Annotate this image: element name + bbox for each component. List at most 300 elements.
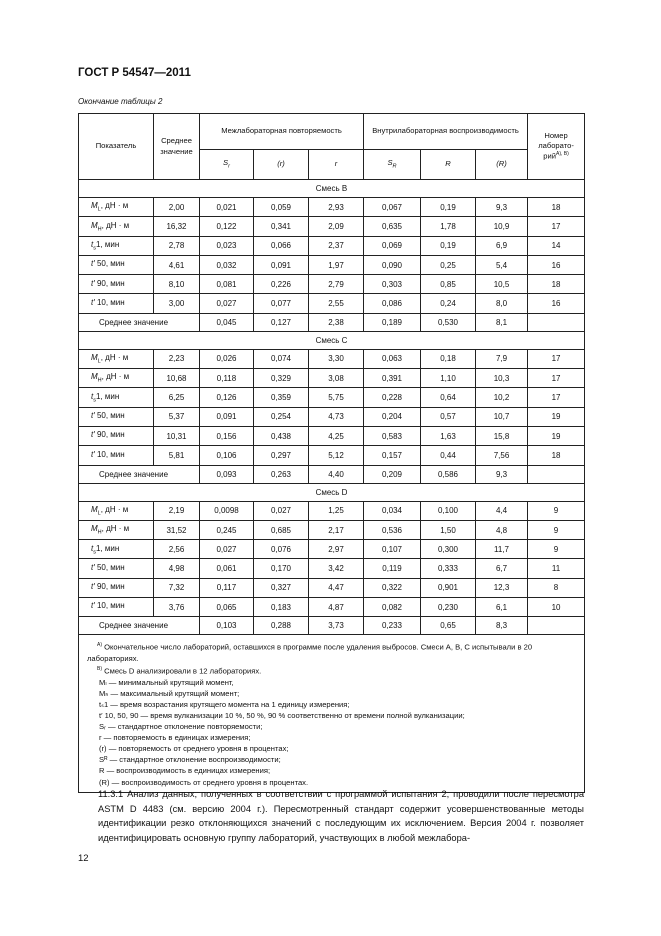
- table-cell: 6,1: [476, 598, 528, 617]
- table-row: [79, 369, 585, 388]
- indicator-unit: , дН · м: [100, 201, 129, 211]
- col-sR-symbol: S: [387, 158, 393, 168]
- table-cell: 6,7: [476, 559, 528, 578]
- table-cell: 3,08: [309, 369, 364, 388]
- table-cell: 0,066: [254, 236, 309, 255]
- row-indicator: [79, 578, 154, 597]
- table-cell: 3,30: [309, 349, 364, 368]
- table-cell: 2,19: [154, 501, 200, 520]
- table-cell: 4,4: [476, 501, 528, 520]
- note-text: (r) — повторяемость от среднего уровня в процентах;: [99, 744, 289, 754]
- table-cell: 2,17: [309, 520, 364, 539]
- table-cell: 17: [528, 217, 585, 236]
- table-cell: 0,067: [364, 198, 421, 217]
- indicator-unit: 10, мин: [94, 601, 125, 611]
- indicator-symbol: M: [91, 372, 98, 382]
- table-cell: 10: [528, 598, 585, 617]
- table-cell: 0,204: [364, 407, 421, 426]
- average-cell: 4,40: [309, 465, 364, 483]
- note-line: [87, 688, 576, 699]
- table-cell: 0,341: [254, 217, 309, 236]
- col-sr-subscript: r: [228, 163, 230, 170]
- table-cell: 3,00: [154, 294, 200, 313]
- col-r: r: [309, 150, 364, 180]
- table-row: [79, 407, 585, 426]
- table-cell: 0,032: [200, 255, 254, 274]
- table-cell: 0,077: [254, 294, 309, 313]
- average-cell: 0,093: [200, 465, 254, 483]
- table-cell: 0,901: [421, 578, 476, 597]
- table-cell: 11,7: [476, 540, 528, 559]
- indicator-symbol: t′: [91, 278, 95, 288]
- table-cell: 8,0: [476, 294, 528, 313]
- indicator-unit: , дН · м: [101, 372, 130, 382]
- table-cell: 17: [528, 369, 585, 388]
- table-row: [79, 198, 585, 217]
- col-sR: [364, 150, 421, 180]
- average-cell: 0,045: [200, 313, 254, 331]
- row-indicator: [79, 501, 154, 520]
- note-line: [87, 743, 576, 754]
- indicator-unit: 90, мин: [94, 430, 125, 440]
- table-cell: 4,73: [309, 407, 364, 426]
- indicator-unit: 90, мин: [94, 582, 125, 592]
- note-line: [87, 765, 576, 776]
- average-cell: 8,3: [476, 617, 528, 635]
- indicator-unit: 50, мин: [94, 411, 125, 421]
- indicator-subscript: H: [97, 529, 102, 536]
- table-cell: 0,333: [421, 559, 476, 578]
- table-cell: 0,228: [364, 388, 421, 407]
- table-row: [79, 540, 585, 559]
- group-header-row: [79, 331, 585, 349]
- note-text: Sᵣ — стандартное отклонение повторяемости;: [99, 722, 263, 732]
- group-name: Смесь В: [79, 180, 585, 198]
- table-row: [79, 426, 585, 445]
- table-row: [79, 501, 585, 520]
- indicator-unit: , дН · м: [100, 504, 129, 514]
- col-mean: Среднее значение: [154, 114, 200, 180]
- indicator-unit: 10, мин: [94, 449, 125, 459]
- indicator-unit: , дН · м: [100, 353, 129, 363]
- indicator-symbol: M: [91, 524, 98, 534]
- indicator-unit: , дН · м: [101, 524, 130, 534]
- table-notes: [79, 635, 585, 792]
- row-indicator: [79, 369, 154, 388]
- table-cell: 19: [528, 407, 585, 426]
- table-cell: 0,635: [364, 217, 421, 236]
- note-line: [87, 777, 576, 788]
- table-cell: 0,074: [254, 349, 309, 368]
- table-cell: 0,027: [200, 294, 254, 313]
- average-row: [79, 313, 585, 331]
- table-cell: 18: [528, 198, 585, 217]
- note-line: [87, 710, 576, 721]
- table-cell: 0,090: [364, 255, 421, 274]
- table-cell: 0,85: [421, 275, 476, 294]
- table-row: [79, 520, 585, 539]
- table-cell: 0,297: [254, 446, 309, 465]
- indicator-symbol: t′: [91, 297, 95, 307]
- note-text: Sᴿ — стандартное отклонение воспроизводимости;: [99, 755, 281, 765]
- table-cell: 17: [528, 349, 585, 368]
- table-cell: 0,065: [200, 598, 254, 617]
- note-text: Смесь D анализировали в 12 лабораториях.: [102, 666, 262, 676]
- table-cell: 0,583: [364, 426, 421, 445]
- note-line: [87, 732, 576, 743]
- table-row: [79, 598, 585, 617]
- indicator-unit: 10, мин: [94, 297, 125, 307]
- table-caption: Окончание таблицы 2: [78, 97, 163, 106]
- table-cell: 2,56: [154, 540, 200, 559]
- table-cell: 0,122: [200, 217, 254, 236]
- table-cell: 0,027: [254, 501, 309, 520]
- table-cell: 0,226: [254, 275, 309, 294]
- col-reproducibility-group: Внутрилабораторная воспроизводимость: [364, 114, 528, 150]
- indicator-symbol: t′: [91, 601, 95, 611]
- row-indicator: [79, 294, 154, 313]
- page-number: 12: [78, 853, 89, 864]
- table-cell: 9: [528, 540, 585, 559]
- table-cell: 0,034: [364, 501, 421, 520]
- row-indicator: [79, 598, 154, 617]
- results-table: [78, 113, 585, 793]
- table-cell: 0,126: [200, 388, 254, 407]
- table-cell: 0,156: [200, 426, 254, 445]
- row-indicator: [79, 520, 154, 539]
- table-cell: 0,327: [254, 578, 309, 597]
- table-cell: 0,25: [421, 255, 476, 274]
- col-r-percent: (r): [254, 150, 309, 180]
- table-cell: 2,78: [154, 236, 200, 255]
- col-R: R: [421, 150, 476, 180]
- table-cell: 4,87: [309, 598, 364, 617]
- table-cell: 0,322: [364, 578, 421, 597]
- col-indicator: Показатель: [79, 114, 154, 180]
- indicator-symbol: t: [91, 391, 94, 401]
- average-cell: 2,38: [309, 313, 364, 331]
- row-indicator: [79, 255, 154, 274]
- indicator-subscript: s: [93, 397, 96, 404]
- table-cell: 0,021: [200, 198, 254, 217]
- table-cell: 10,2: [476, 388, 528, 407]
- table-cell: 3,76: [154, 598, 200, 617]
- table-row: [79, 578, 585, 597]
- table-cell: 0,026: [200, 349, 254, 368]
- table-cell: 17: [528, 388, 585, 407]
- body-paragraph: [78, 787, 584, 845]
- table-cell: 9: [528, 520, 585, 539]
- table-cell: 7,9: [476, 349, 528, 368]
- table-cell: 1,25: [309, 501, 364, 520]
- row-indicator: [79, 559, 154, 578]
- note-text: Окончательное число лабораторий, оставшихся в программе после удаления выбросов. Смеси А, В, С испытывали в 20 лабораториях.: [87, 642, 533, 663]
- table-cell: 0,091: [254, 255, 309, 274]
- table-cell: 5,75: [309, 388, 364, 407]
- table-cell: 0,254: [254, 407, 309, 426]
- table-cell: 10,7: [476, 407, 528, 426]
- table-cell: 2,09: [309, 217, 364, 236]
- col-sR-subscript: R: [392, 163, 397, 170]
- row-indicator: [79, 407, 154, 426]
- table-cell: 0,091: [200, 407, 254, 426]
- table-cell: 7,32: [154, 578, 200, 597]
- indicator-subscript: s: [93, 245, 96, 252]
- table-cell: 2,55: [309, 294, 364, 313]
- group-header-row: [79, 180, 585, 198]
- table-cell: 2,23: [154, 349, 200, 368]
- indicator-symbol: t′: [91, 411, 95, 421]
- table-cell: 16: [528, 255, 585, 274]
- indicator-subscript: L: [97, 206, 101, 213]
- table-cell: 16: [528, 294, 585, 313]
- note-text: tₛ1 — время возрастания крутящего момента на 1 единицу измерения;: [99, 699, 350, 709]
- note-line: [87, 664, 576, 677]
- indicator-subscript: s: [93, 549, 96, 556]
- table-cell: 4,61: [154, 255, 200, 274]
- indicator-symbol: M: [91, 220, 98, 230]
- table-cell: 0,18: [421, 349, 476, 368]
- table-cell: 0,230: [421, 598, 476, 617]
- indicator-symbol: t′: [91, 449, 95, 459]
- row-indicator: [79, 198, 154, 217]
- table-cell: 0,107: [364, 540, 421, 559]
- table-cell: 1,10: [421, 369, 476, 388]
- col-labs: [528, 114, 585, 180]
- table-row: [79, 236, 585, 255]
- table-cell: 18: [528, 275, 585, 294]
- average-label: Среднее значение: [79, 313, 200, 331]
- table-cell: 14: [528, 236, 585, 255]
- indicator-unit: 1, мин: [95, 239, 120, 249]
- row-indicator: [79, 540, 154, 559]
- col-labs-footnote-mark: A), B): [556, 151, 569, 158]
- row-indicator: [79, 388, 154, 407]
- note-line: [87, 754, 576, 765]
- indicator-unit: 1, мин: [95, 391, 120, 401]
- table-cell: 9,3: [476, 198, 528, 217]
- table-cell: 0,119: [364, 559, 421, 578]
- table-cell: 0,183: [254, 598, 309, 617]
- row-indicator: [79, 426, 154, 445]
- table-row: [79, 559, 585, 578]
- table-cell: 0,536: [364, 520, 421, 539]
- table-cell: 0,245: [200, 520, 254, 539]
- average-cell: 3,73: [309, 617, 364, 635]
- indicator-subscript: L: [97, 358, 101, 365]
- table-row: [79, 217, 585, 236]
- table-cell: 0,106: [200, 446, 254, 465]
- table-cell: 5,12: [309, 446, 364, 465]
- average-empty-cell: [528, 465, 585, 483]
- table-row: [79, 255, 585, 274]
- table-cell: 0,19: [421, 198, 476, 217]
- table-row: [79, 446, 585, 465]
- table-cell: 0,300: [421, 540, 476, 559]
- table-cell: 4,25: [309, 426, 364, 445]
- indicator-unit: 1, мин: [95, 543, 120, 553]
- indicator-symbol: M: [91, 201, 98, 211]
- indicator-unit: 50, мин: [94, 562, 125, 572]
- table-row: [79, 349, 585, 368]
- col-labs-label: Номер лаборато-рий: [538, 130, 574, 161]
- note-text: Mₗ — минимальный крутящий момент,: [99, 677, 234, 687]
- indicator-symbol: t: [91, 239, 94, 249]
- table-cell: 4,98: [154, 559, 200, 578]
- average-cell: 0,65: [421, 617, 476, 635]
- table-cell: 0,57: [421, 407, 476, 426]
- indicator-subscript: L: [97, 510, 101, 517]
- indicator-symbol: t′: [91, 259, 95, 269]
- average-cell: 0,263: [254, 465, 309, 483]
- table-cell: 4,8: [476, 520, 528, 539]
- table-cell: 0,100: [421, 501, 476, 520]
- table-cell: 0,027: [200, 540, 254, 559]
- table-cell: 0,086: [364, 294, 421, 313]
- note-line: [87, 640, 576, 664]
- table-cell: 10,9: [476, 217, 528, 236]
- table-cell: 2,97: [309, 540, 364, 559]
- table-cell: 7,56: [476, 446, 528, 465]
- group-name: Смесь С: [79, 331, 585, 349]
- table-cell: 0,118: [200, 369, 254, 388]
- table-cell: 16,32: [154, 217, 200, 236]
- table-cell: 2,00: [154, 198, 200, 217]
- table-cell: 1,78: [421, 217, 476, 236]
- note-text: t′ 10, 50, 90 — время вулканизации 10 %, 50 %, 90 % соответственно от времени полной вулканизации;: [99, 710, 465, 720]
- table-cell: 1,97: [309, 255, 364, 274]
- table-cell: 8,10: [154, 275, 200, 294]
- row-indicator: [79, 236, 154, 255]
- note-text: r — повторяемость в единицах измерения;: [99, 733, 251, 743]
- group-name: Смесь D: [79, 483, 585, 501]
- table-cell: 0,170: [254, 559, 309, 578]
- note-text: Mₕ — максимальный крутящий момент;: [99, 688, 240, 698]
- average-cell: 0,288: [254, 617, 309, 635]
- table-cell: 2,93: [309, 198, 364, 217]
- table-cell: 15,8: [476, 426, 528, 445]
- group-header-row: [79, 483, 585, 501]
- table-cell: 0,059: [254, 198, 309, 217]
- average-label: Среднее значение: [79, 617, 200, 635]
- table-cell: 11: [528, 559, 585, 578]
- average-empty-cell: [528, 617, 585, 635]
- table-cell: 0,438: [254, 426, 309, 445]
- table-cell: 8: [528, 578, 585, 597]
- table-cell: 9: [528, 501, 585, 520]
- row-indicator: [79, 349, 154, 368]
- col-sr-symbol: S: [223, 158, 229, 168]
- indicator-symbol: t′: [91, 562, 95, 572]
- average-cell: 0,189: [364, 313, 421, 331]
- average-cell: 8,1: [476, 313, 528, 331]
- table-cell: 3,42: [309, 559, 364, 578]
- table-cell: 0,303: [364, 275, 421, 294]
- table-cell: 19: [528, 426, 585, 445]
- average-cell: 0,233: [364, 617, 421, 635]
- table-cell: 2,79: [309, 275, 364, 294]
- table-cell: 0,359: [254, 388, 309, 407]
- table-cell: 0,023: [200, 236, 254, 255]
- indicator-symbol: M: [91, 504, 98, 514]
- table-cell: 18: [528, 446, 585, 465]
- indicator-symbol: t′: [91, 430, 95, 440]
- table-cell: 1,63: [421, 426, 476, 445]
- indicator-unit: 90, мин: [94, 278, 125, 288]
- table-cell: 0,082: [364, 598, 421, 617]
- table-cell: 1,50: [421, 520, 476, 539]
- note-text: (R) — воспроизводимость от среднего уровня в процентах.: [99, 777, 309, 787]
- average-cell: 9,3: [476, 465, 528, 483]
- average-cell: 0,127: [254, 313, 309, 331]
- average-cell: 0,103: [200, 617, 254, 635]
- table-row: [79, 388, 585, 407]
- document-header: ГОСТ Р 54547—2011: [78, 67, 191, 79]
- table-cell: 10,5: [476, 275, 528, 294]
- indicator-symbol: M: [91, 353, 98, 363]
- table-cell: 0,069: [364, 236, 421, 255]
- table-cell: 10,3: [476, 369, 528, 388]
- table-cell: 6,25: [154, 388, 200, 407]
- table-cell: 12,3: [476, 578, 528, 597]
- table-cell: 0,19: [421, 236, 476, 255]
- table-cell: 0,063: [364, 349, 421, 368]
- table-cell: 0,0098: [200, 501, 254, 520]
- indicator-symbol: t: [91, 543, 94, 553]
- table-cell: 4,47: [309, 578, 364, 597]
- average-row: [79, 617, 585, 635]
- note-text: R — воспроизводимость в единицах измерения;: [99, 766, 271, 776]
- indicator-unit: , дН · м: [101, 220, 130, 230]
- table-cell: 2,37: [309, 236, 364, 255]
- indicator-subscript: H: [97, 378, 102, 385]
- note-mark: B): [97, 666, 102, 673]
- note-mark: A): [97, 642, 102, 649]
- table-cell: 0,391: [364, 369, 421, 388]
- table-cell: 10,68: [154, 369, 200, 388]
- col-R-percent: (R): [476, 150, 528, 180]
- indicator-unit: 50, мин: [94, 259, 125, 269]
- row-indicator: [79, 275, 154, 294]
- table-cell: 31,52: [154, 520, 200, 539]
- average-cell: 0,209: [364, 465, 421, 483]
- note-line: [87, 677, 576, 688]
- table-cell: 0,685: [254, 520, 309, 539]
- paragraph-text: 11.3.1 Анализ данных, полученных в соответствии с программой испытания 2, проводили после пересмотра ASTM D 4483 (см. версию 2004 г.). Пересмотренный стандарт содержит усовершенствованные методы идентификации резко отклоняющихся значений с последующим их исключением. Версия 2004 г. позволяет идентифицировать основную группу лабораторий, участвующих в любой межлабора-: [98, 789, 584, 843]
- table-cell: 0,076: [254, 540, 309, 559]
- note-line: [87, 699, 576, 710]
- table-cell: 5,4: [476, 255, 528, 274]
- indicator-subscript: H: [97, 226, 102, 233]
- table-cell: 0,081: [200, 275, 254, 294]
- average-label: Среднее значение: [79, 465, 200, 483]
- table-cell: 0,117: [200, 578, 254, 597]
- table-cell: 5,81: [154, 446, 200, 465]
- table-cell: 6,9: [476, 236, 528, 255]
- table-row: [79, 275, 585, 294]
- notes-row: [79, 635, 585, 792]
- average-cell: 0,530: [421, 313, 476, 331]
- table-cell: 0,329: [254, 369, 309, 388]
- col-repeatability-group: Межлабораторная повторяемость: [200, 114, 364, 150]
- table-row: [79, 294, 585, 313]
- row-indicator: [79, 217, 154, 236]
- average-empty-cell: [528, 313, 585, 331]
- table-cell: 0,44: [421, 446, 476, 465]
- indicator-symbol: t′: [91, 582, 95, 592]
- table-cell: 0,157: [364, 446, 421, 465]
- average-row: [79, 465, 585, 483]
